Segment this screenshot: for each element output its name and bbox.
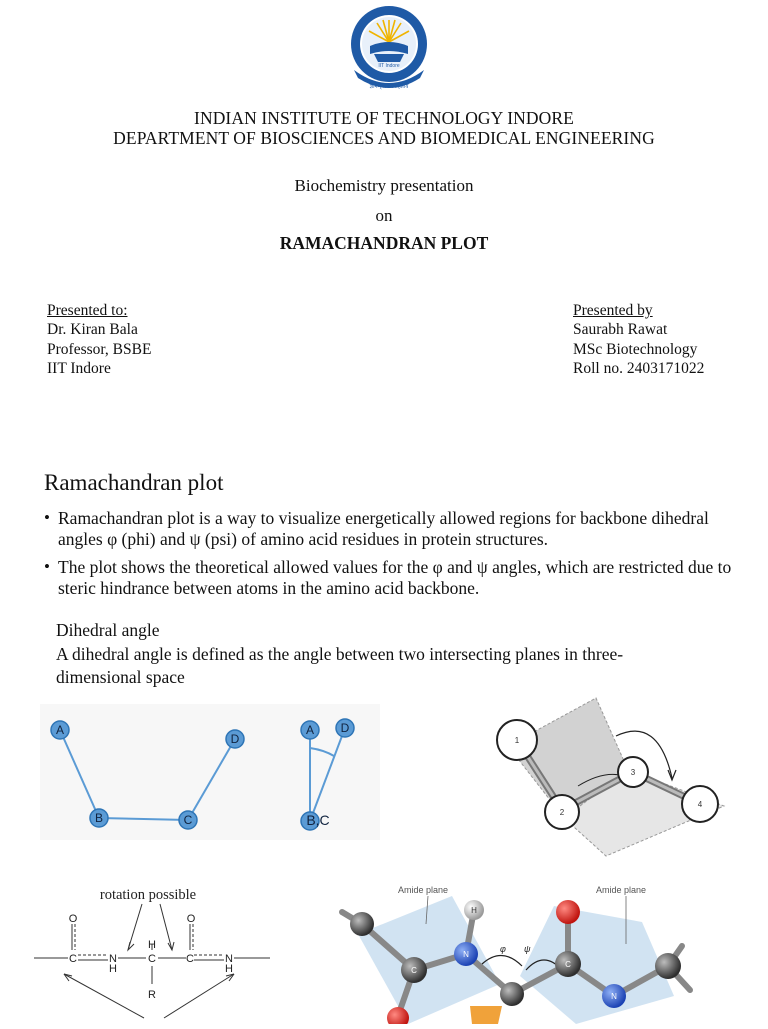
ball-label: 3 (630, 768, 636, 777)
atom-c-label: C (565, 960, 571, 969)
atom-r-label: R (148, 989, 156, 1001)
amide-plane-label-right: Amide plane (596, 885, 647, 895)
ball-label: 2 (559, 808, 565, 817)
atom-n-label: N (463, 950, 469, 959)
iit-indore-emblem-icon (344, 4, 434, 90)
atom-n-label: N (225, 953, 233, 965)
institute-name: INDIAN INSTITUTE OF TECHNOLOGY INDORE (194, 108, 574, 128)
bullet-item (44, 557, 734, 601)
amide-plane-diagram (322, 866, 744, 1024)
atom-h-label: H (471, 906, 477, 915)
presented-to-block (47, 301, 151, 378)
dihedral-points-diagram (40, 704, 380, 840)
on-text: on (375, 206, 393, 225)
department-name: DEPARTMENT OF BIOSCIENCES AND BIOMEDICAL ENGINEERING (113, 128, 655, 148)
presenter-roll-number: Roll no. 2403171022 (573, 359, 705, 377)
dihedral-heading: Dihedral angle (56, 620, 160, 640)
presenter-program: MSc Biotechnology (573, 340, 698, 358)
ball-label: 1 (514, 736, 520, 745)
presented-by-label: Presented by (573, 302, 653, 319)
presentation-title: RAMACHANDRAN PLOT (279, 233, 489, 253)
svg-text:ज्ञानम् सर्वजनहिताय: ज्ञानम् सर्वजनहिताय (369, 84, 409, 90)
psi-label: ψ (524, 944, 531, 954)
point-bc-label: B,C (306, 812, 330, 828)
bullet-item (44, 508, 734, 552)
amide-plane-label-left: Amide plane (398, 885, 449, 895)
presenter-name: Saurabh Rawat (573, 321, 668, 339)
section-title: Ramachandran plot (44, 470, 224, 495)
atom-c-label: C (186, 953, 194, 965)
dihedral-planes-diagram (488, 696, 728, 858)
bullet-dot-icon: • (44, 557, 50, 576)
atom-h-label: H (109, 963, 117, 975)
point-a-label: A (55, 723, 65, 737)
rotation-diagram (34, 880, 272, 1024)
presented-to-role: Professor, BSBE (47, 340, 152, 358)
bullet-dot-icon: • (44, 508, 50, 527)
point-a2-label: A (305, 723, 315, 737)
bullet-text: The plot shows the theoretical allowed values for the φ and ψ angles, which are restricted due to steric hindrance between atoms in the amino acid backbone. (58, 557, 732, 598)
svg-text:IIT Indore: IIT Indore (378, 63, 400, 69)
atom-h-label: H (225, 963, 233, 975)
atom-n-label: N (611, 992, 617, 1001)
point-b-label: B (94, 811, 104, 825)
atom-c-label: C (69, 953, 77, 965)
point-c-label: C (183, 813, 193, 827)
presented-to-label: Presented to: (47, 302, 128, 319)
presented-by-block (573, 301, 704, 378)
phi-label: φ (500, 944, 506, 954)
dihedral-definition: A dihedral angle is defined as the angle between two intersecting planes in three-dimensional space (56, 644, 624, 687)
atom-c-label: C (148, 953, 156, 965)
atom-c-label: C (411, 966, 417, 975)
presentation-subtitle: Biochemistry presentation (294, 176, 474, 195)
presented-to-institute: IIT Indore (47, 359, 111, 377)
rotation-label: rotation possible (99, 887, 197, 903)
atom-o-label: O (68, 913, 78, 925)
atom-h-label: H (148, 939, 156, 951)
atom-n-label: N (109, 953, 117, 965)
point-d-label: D (230, 732, 240, 746)
ball-label: 4 (697, 800, 703, 809)
atom-o-label: O (186, 913, 196, 925)
point-d2-label: D (340, 721, 350, 735)
institute-logo (344, 4, 434, 90)
bullet-text: Ramachandran plot is a way to visualize energetically allowed regions for backbone dihedral angles φ (phi) and ψ (psi) of amino acid residues in protein structures. (58, 508, 709, 549)
presented-to-name: Dr. Kiran Bala (47, 321, 138, 339)
